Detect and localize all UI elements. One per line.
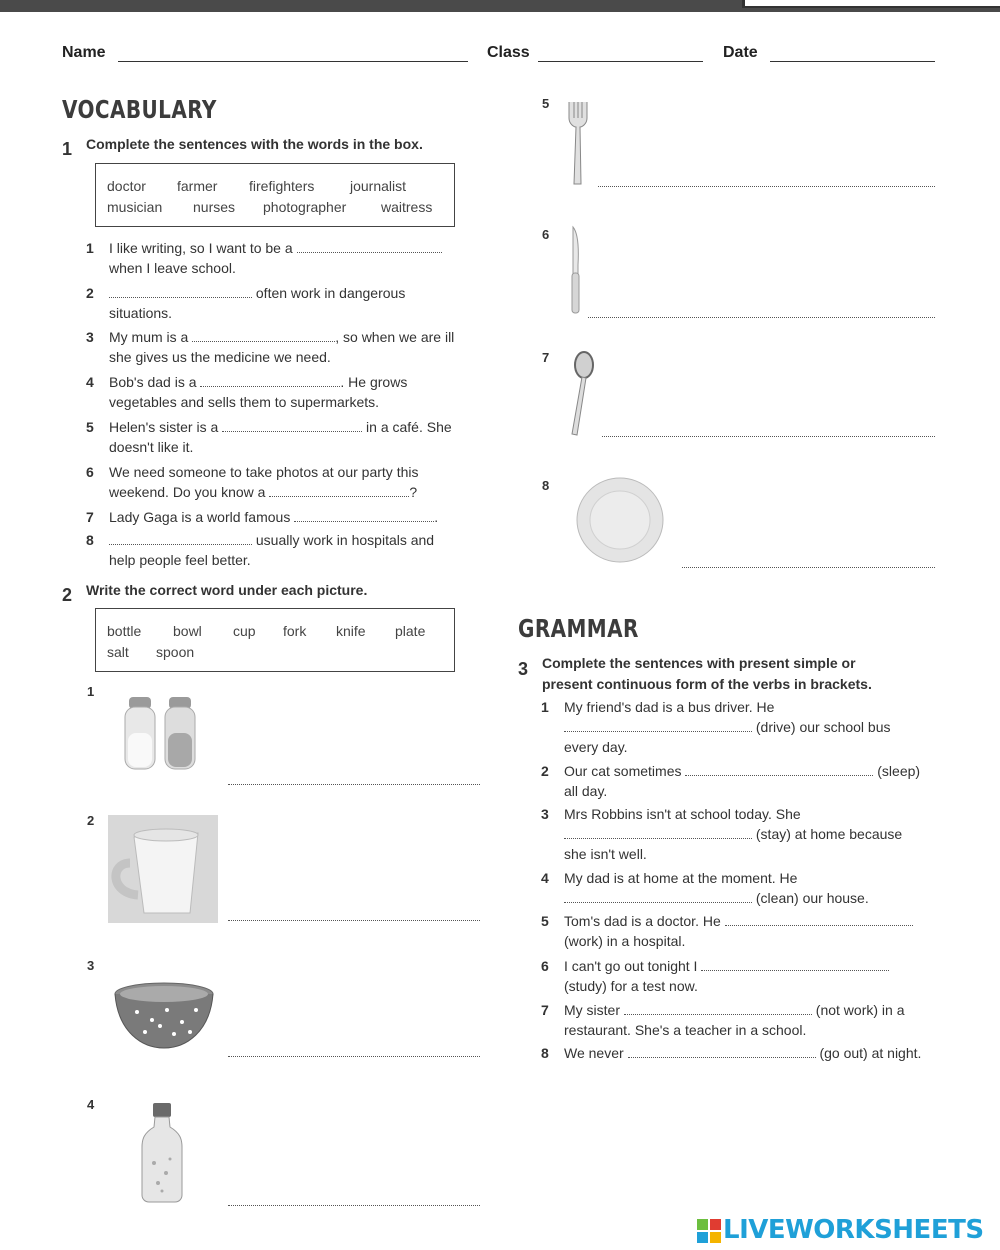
ex3-item-7 <box>541 1000 941 1042</box>
word-farmer: farmer <box>177 178 218 194</box>
item-number: 7 <box>86 509 94 525</box>
item-text-line2: restaurant. She's a teacher in a school. <box>564 1022 807 1038</box>
item-text: My sister <box>564 1002 620 1018</box>
item-text-line2: doesn't like it. <box>109 439 194 455</box>
item-number: 3 <box>541 806 549 822</box>
ex1-item-2 <box>86 283 486 325</box>
item-text-line2: all day. <box>564 783 608 799</box>
answer-blank[interactable] <box>564 825 752 839</box>
item-number: 7 <box>541 1002 549 1018</box>
picture-6-number: 6 <box>542 227 550 242</box>
picture-3-answer-line[interactable] <box>228 1056 480 1057</box>
salt-pepper-shakers-icon <box>120 695 205 780</box>
picture-5-number: 5 <box>542 96 550 111</box>
word-musician: musician <box>107 199 163 215</box>
exercise-2-word-box <box>95 608 455 672</box>
knife-icon <box>565 225 585 320</box>
exercise-3-instruction-line1: Complete the sentences with present simple or <box>542 655 856 671</box>
exercise-3-instruction-line2: present continuous form of the verbs in brackets. <box>542 676 872 692</box>
item-text: (sleep) <box>877 763 921 779</box>
item-text: (go out) at night. <box>819 1045 922 1061</box>
date-field[interactable] <box>770 61 935 62</box>
liveworksheets-logo[interactable] <box>697 1215 997 1245</box>
exercise-1-word-box <box>95 163 455 227</box>
item-text: My dad is at home at the moment. He <box>564 870 798 886</box>
word-plate: plate <box>395 623 426 639</box>
item-number: 5 <box>541 913 549 929</box>
picture-4-answer-line[interactable] <box>228 1205 480 1206</box>
ex3-item-2 <box>541 761 941 803</box>
answer-blank[interactable] <box>624 1001 812 1015</box>
picture-6-answer-line[interactable] <box>588 317 935 318</box>
item-text: I can't go out tonight I <box>564 958 698 974</box>
item-text: often work in dangerous <box>255 285 406 301</box>
item-text: I like writing, so I want to be a <box>109 240 293 256</box>
item-text: Helen's sister is a <box>109 419 219 435</box>
item-text: Bob's dad is a <box>109 374 197 390</box>
liveworksheets-logo-icon <box>697 1219 721 1248</box>
ex1-item-3 <box>86 327 486 369</box>
ex3-item-1 <box>541 697 941 759</box>
item-text: Our cat sometimes <box>564 763 682 779</box>
item-text: (drive) our school bus <box>755 719 891 735</box>
cup-icon <box>108 815 218 928</box>
answer-blank[interactable] <box>269 483 409 497</box>
item-text: Mrs Robbins isn't at school today. She <box>564 806 801 822</box>
picture-3-number: 3 <box>87 958 95 973</box>
vocabulary-title: VOCABULARY <box>62 95 217 124</box>
item-number: 8 <box>86 532 94 548</box>
answer-blank[interactable] <box>192 328 335 342</box>
exercise-2-number: 2 <box>62 585 73 605</box>
item-number: 2 <box>541 763 549 779</box>
ex3-item-6 <box>541 956 941 998</box>
item-number: 4 <box>86 374 94 390</box>
name-field[interactable] <box>118 61 468 62</box>
item-text: Lady Gaga is a world famous <box>109 509 291 525</box>
item-text-line3: every day. <box>564 739 628 755</box>
answer-blank[interactable] <box>109 531 252 545</box>
class-field[interactable] <box>538 61 703 62</box>
spoon-icon <box>565 350 599 443</box>
item-text-line2: (study) for a test now. <box>564 978 698 994</box>
word-salt: salt <box>107 644 129 660</box>
word-cup: cup <box>233 623 256 639</box>
item-number: 5 <box>86 419 94 435</box>
word-firefighters: firefighters <box>249 178 315 194</box>
item-number: 1 <box>541 699 549 715</box>
item-text-line2: (work) in a hospital. <box>564 933 686 949</box>
word-nurses: nurses <box>193 199 236 215</box>
word-bowl: bowl <box>173 623 202 639</box>
item-text: . <box>434 509 439 525</box>
item-text: Tom's dad is a doctor. He <box>564 913 721 929</box>
answer-blank[interactable] <box>725 912 913 926</box>
picture-2-answer-line[interactable] <box>228 920 480 921</box>
ex1-item-1 <box>86 238 486 280</box>
plate-icon <box>575 476 665 569</box>
item-number: 8 <box>541 1045 549 1061</box>
item-text-line2: she gives us the medicine we need. <box>109 349 331 365</box>
exercise-1-number: 1 <box>62 139 73 159</box>
class-label: Class <box>487 44 530 61</box>
answer-blank[interactable] <box>564 889 752 903</box>
answer-blank[interactable] <box>685 762 873 776</box>
picture-2-number: 2 <box>87 813 95 828</box>
bowl-icon <box>112 980 216 1057</box>
liveworksheets-logo-text: LIVEWORKSHEETS <box>723 1215 984 1245</box>
item-text: We need someone to take photos at our party this <box>109 464 419 480</box>
answer-blank[interactable] <box>222 418 362 432</box>
word-doctor: doctor <box>107 178 146 194</box>
ex1-item-7 <box>86 507 486 529</box>
item-number: 6 <box>541 958 549 974</box>
item-text: , so when we are ill <box>335 329 455 345</box>
answer-blank[interactable] <box>701 957 889 971</box>
word-photographer: photographer <box>263 199 347 215</box>
picture-4-number: 4 <box>87 1097 95 1112</box>
top-border-tab <box>742 0 1000 8</box>
item-text: My mum is a <box>109 329 189 345</box>
word-waitress: waitress <box>381 199 433 215</box>
item-text: (stay) at home because <box>755 826 903 842</box>
picture-8-answer-line[interactable] <box>682 567 935 568</box>
item-text: (clean) our house. <box>755 890 869 906</box>
bottle-icon <box>138 1103 186 1208</box>
grammar-title: GRAMMAR <box>518 614 639 643</box>
answer-blank[interactable] <box>109 284 252 298</box>
item-text-line2: help people feel better. <box>109 552 251 568</box>
item-text-line2: weekend. Do you know a <box>109 484 266 500</box>
item-text: (not work) in a <box>815 1002 905 1018</box>
answer-blank[interactable] <box>294 508 434 522</box>
answer-blank[interactable] <box>200 373 340 387</box>
ex1-item-6 <box>86 462 486 504</box>
picture-5-answer-line[interactable] <box>598 186 935 187</box>
name-label: Name <box>62 44 106 61</box>
word-journalist: journalist <box>350 178 407 194</box>
picture-7-answer-line[interactable] <box>602 436 935 437</box>
ex3-item-3 <box>541 804 941 866</box>
ex1-item-4 <box>86 372 486 414</box>
word-knife: knife <box>336 623 366 639</box>
ex1-item-5 <box>86 417 486 459</box>
picture-1-number: 1 <box>87 684 95 699</box>
item-text: ? <box>409 484 418 500</box>
ex3-item-8 <box>541 1043 941 1065</box>
word-fork: fork <box>283 623 307 639</box>
item-number: 6 <box>86 464 94 480</box>
item-text: usually work in hospitals and <box>255 532 435 548</box>
word-spoon: spoon <box>156 644 195 660</box>
picture-1-answer-line[interactable] <box>228 784 480 785</box>
item-text: My friend's dad is a bus driver. He <box>564 699 775 715</box>
ex3-item-4 <box>541 868 941 910</box>
item-text-line2: situations. <box>109 305 173 321</box>
date-label: Date <box>723 44 758 61</box>
answer-blank[interactable] <box>297 239 442 253</box>
item-text-line3: she isn't well. <box>564 846 647 862</box>
picture-8-number: 8 <box>542 478 550 493</box>
answer-blank[interactable] <box>628 1044 816 1058</box>
item-text-line2: vegetables and sells them to supermarkets. <box>109 394 380 410</box>
exercise-1-instruction: Complete the sentences with the words in the box. <box>86 136 423 152</box>
item-text: We never <box>564 1045 624 1061</box>
item-text-line2: when I leave school. <box>109 260 236 276</box>
fork-icon <box>564 100 592 191</box>
item-number: 2 <box>86 285 94 301</box>
ex3-item-5 <box>541 911 941 953</box>
exercise-2-instruction: Write the correct word under each picture. <box>86 582 368 598</box>
ex1-item-8 <box>86 530 486 572</box>
item-text: in a café. She <box>366 419 452 435</box>
exercise-3-number: 3 <box>518 659 529 679</box>
picture-7-number: 7 <box>542 350 550 365</box>
item-number: 4 <box>541 870 549 886</box>
answer-blank[interactable] <box>564 718 752 732</box>
item-text: . He grows <box>340 374 408 390</box>
item-number: 3 <box>86 329 94 345</box>
word-bottle: bottle <box>107 623 142 639</box>
item-number: 1 <box>86 240 94 256</box>
